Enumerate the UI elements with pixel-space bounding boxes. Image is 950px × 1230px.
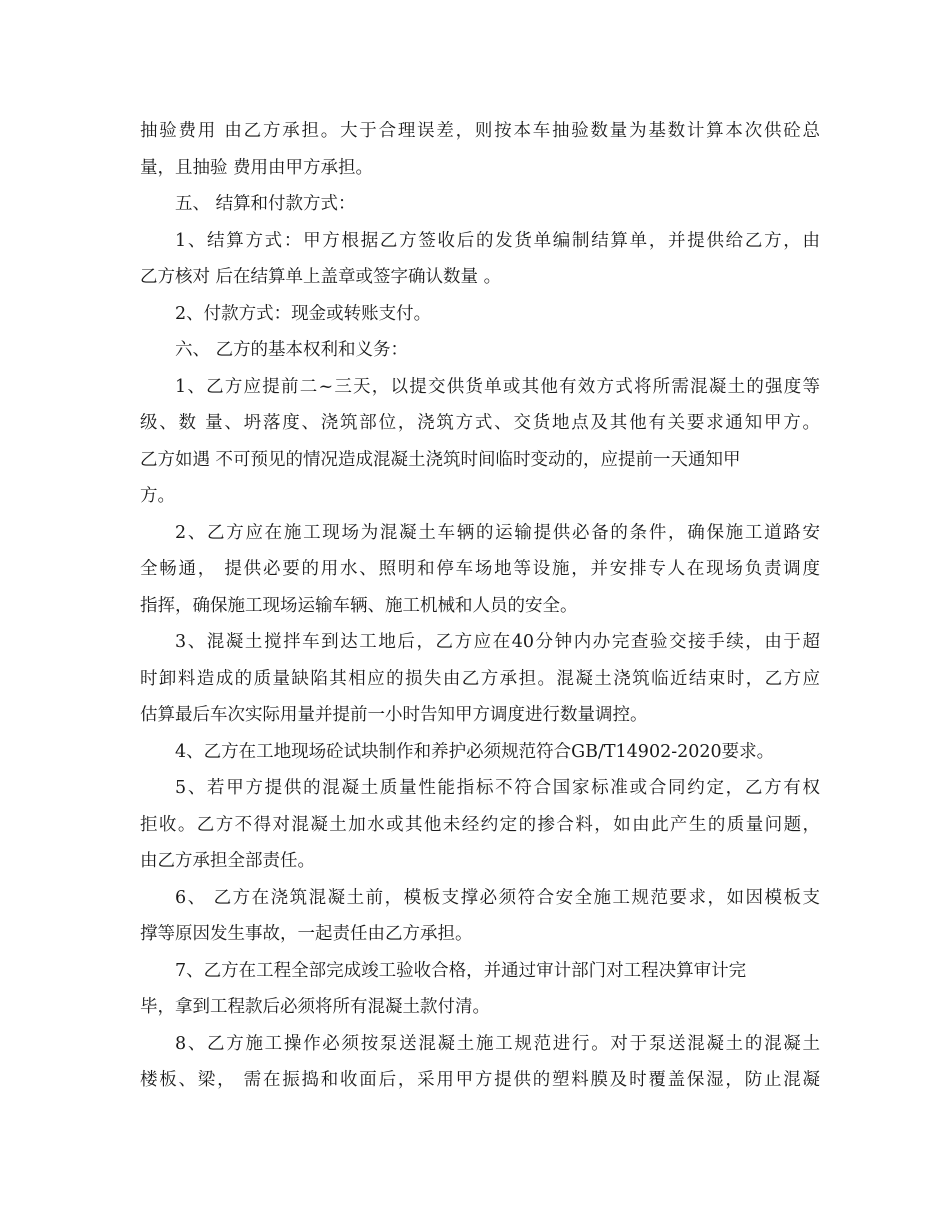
text-line: 拒收。乙方不得对混凝土加水或其他未经约定的掺合料，如由此产生的质量问题， (140, 814, 820, 835)
text-line: 乙方如遇 不可预见的情况造成混凝土浇筑时间临时变动的，应提前一天通知甲 (140, 449, 741, 470)
text-line: 8、乙方施工操作必须按泵送混凝土施工规范进行。对于泵送混凝土的混凝土 (175, 1033, 820, 1054)
text-line: 毕，拿到工程款后必须将所有混凝土款付清。 (140, 997, 490, 1017)
text-line: 6、 乙方在浇筑混凝土前，模板支撑必须符合安全施工规范要求，如因模板支 (175, 887, 820, 908)
text-line: 撑等原因发生事故，一起责任由乙方承担。 (140, 924, 473, 944)
text-line: 估算最后车次实际用量并提前一小时告知甲方调度进行数量调控。 (140, 705, 648, 725)
text-line: 时卸料造成的质量缺陷其相应的损失由乙方承担。混凝土浇筑临近结束时，乙方应 (140, 668, 820, 689)
text-line: 由乙方承担全部责任。 (140, 851, 315, 871)
text-line: 六、 乙方的基本权利和义务： (175, 340, 409, 360)
text-line: 全畅通， 提供必要的用水、照明和停车场地等设施，并安排专人在现场负责调度 (140, 559, 820, 579)
text-line: 1、结算方式：甲方根据乙方签收后的发货单编制结算单，并提供给乙方，由 (175, 230, 820, 251)
text-line: 5、若甲方提供的混凝土质量性能指标不符合国家标准或合同约定，乙方有权 (175, 778, 820, 798)
text-line: 量，且抽验 费用由甲方承担。 (140, 157, 374, 178)
text-line: 级、数 量、坍落度、浇筑部位，浇筑方式、交货地点及其他有关要求通知甲方。 (140, 413, 820, 433)
text-line: 抽验费用 由乙方承担。大于合理误差，则按本车抽验数量为基数计算本次供砼总 (140, 121, 820, 141)
text-line: 五、 结算和付款方式： (175, 194, 356, 214)
text-line: 3、混凝土搅拌车到达工地后，乙方应在40分钟内办完查验交接手续，由于超 (175, 632, 820, 652)
text-line: 方。 (140, 486, 175, 506)
text-line: 2、付款方式：现金或转账支付。 (175, 303, 432, 324)
document-body (140, 113, 820, 1099)
text-line: 楼板、梁， 需在振捣和收面后，采用甲方提供的塑料膜及时覆盖保湿，防止混凝 (140, 1070, 820, 1090)
text-line: 乙方核对 后在结算单上盖章或签字确认数量 。 (140, 267, 502, 287)
text-line: 1、乙方应提前二~三天，以提交供货单或其他有效方式将所需混凝土的强度等 (175, 376, 820, 397)
text-line: 7、乙方在工程全部完成竣工验收合格，并通过审计部门对工程决算审计完 (175, 960, 747, 981)
text-line: 指挥，确保施工现场运输车辆、施工机械和人员的安全。 (140, 595, 578, 616)
text-line: 4、乙方在工地现场砼试块制作和养护必须规范符合GB/T14902-2020要求。 (175, 741, 775, 762)
text-line: 2、乙方应在施工现场为混凝土车辆的运输提供必备的条件，确保施工道路安 (175, 522, 820, 543)
